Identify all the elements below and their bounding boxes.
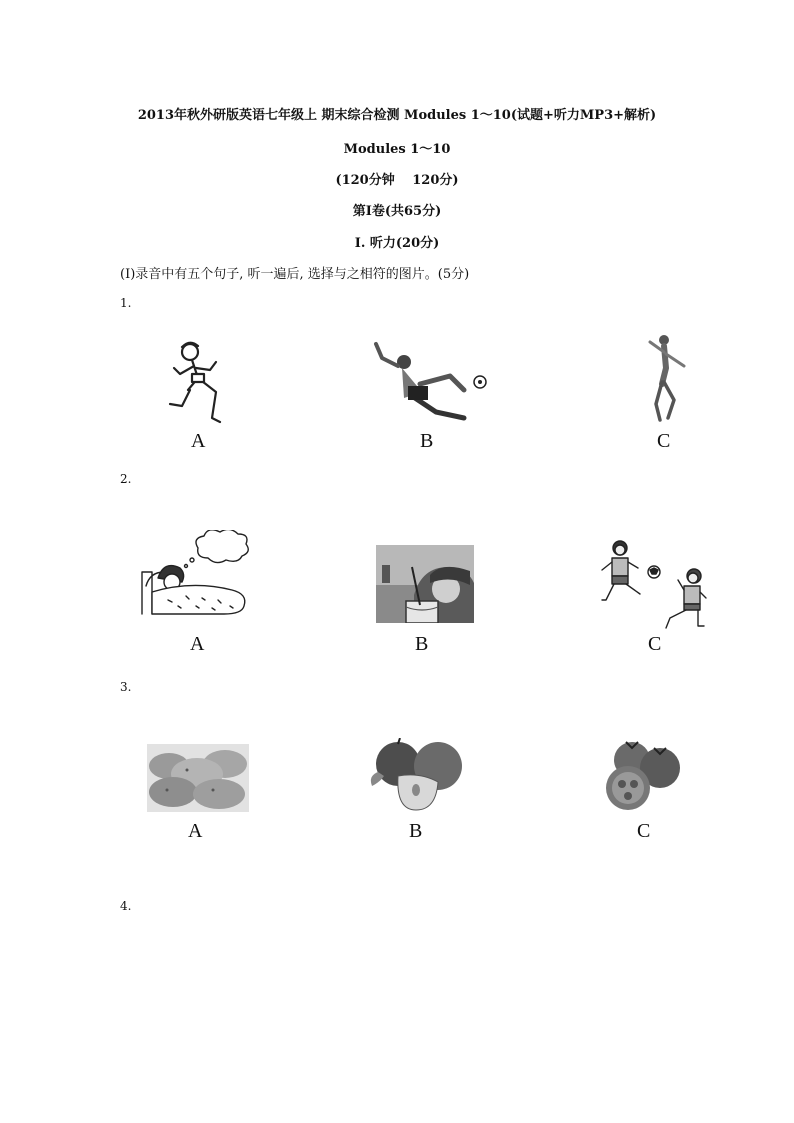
instructions: (Ⅰ)录音中有五个句子, 听一遍后, 选择与之相符的图片。(5分): [120, 267, 470, 282]
question-number: 3.: [120, 680, 132, 694]
section-heading: Ⅰ. 听力(20分): [354, 236, 440, 251]
potatoes-image: [147, 744, 249, 812]
option-c-label: C: [637, 820, 651, 842]
option-b-label: B: [409, 820, 423, 842]
option-a-label: A: [188, 820, 203, 842]
option-a-label: A: [191, 430, 206, 452]
option-a-label: A: [190, 633, 205, 655]
running-boy-image: [160, 338, 236, 428]
question-number: 4.: [120, 899, 132, 913]
apples-image: [368, 738, 466, 812]
option-c-label: C: [648, 633, 662, 655]
option-c-label: C: [657, 430, 671, 452]
tomatoes-image: [602, 738, 686, 810]
kids-playing-football-image: [592, 536, 708, 632]
modules-subtitle: Modules 1～10: [343, 142, 451, 157]
exam-title: 2013年秋外研版英语七年级上 期末综合检测 Modules 1～10(试题+听力MP3+解析): [137, 108, 657, 123]
sleeping-child-image: [138, 530, 254, 616]
child-drinking-image: [376, 545, 474, 623]
option-b-label: B: [420, 430, 434, 452]
option-b-label: B: [415, 633, 429, 655]
kicking-football-image: [368, 340, 492, 424]
time-score: (120分钟 120分): [335, 173, 459, 188]
volume-heading: 第Ⅰ卷(共65分): [352, 204, 442, 219]
dancing-figure-image: [636, 332, 692, 424]
question-number: 1.: [120, 296, 132, 310]
question-number: 2.: [120, 472, 132, 486]
